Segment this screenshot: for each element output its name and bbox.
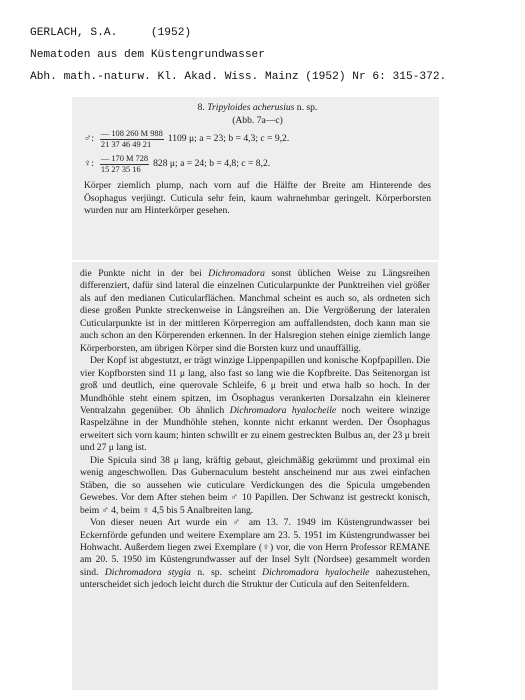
paragraph-occurrence: Von dieser neuen Art wurde ein ♂ am 13. 7. 1949 im Küstengrundwasser bei Eckernförde gefunden und weitere Exemplare am 23. 5. 1951 im Küstengrundwasser bei Hohwacht. Außerdem liegen zwei Exemplare (♀) vor, die von Herrn Professor REMANE am 20. 5. 1950 im Küstengrundwasser auf der Insel Sylt (Nordsee) gesammelt worden sind. Dichromadora stygia n. sp. scheint Dichromadora hyalocheile nahezustehen, unterscheidet sich jedoch leicht durch die Struktur der Cuticula auf den Seitenfeldern.	[80, 517, 430, 591]
formula-female	[84, 152, 431, 177]
sex-symbol-male: ♂:	[84, 133, 94, 145]
formula-male	[84, 127, 431, 152]
fraction-numerator: — 108 260 M 988	[100, 129, 164, 141]
citation-author: GERLACH, S.A.	[30, 27, 118, 39]
figure-reference: (Abb. 7a—c)	[232, 114, 283, 126]
de-man-fraction-male	[100, 129, 164, 151]
species-name: Tripyloides acherusius	[207, 102, 295, 113]
formula-measurements: 828 μ; a = 24; b = 4,8; c = 8,2.	[153, 158, 271, 170]
fraction-denominator: 21 37 46 49 21	[100, 140, 152, 150]
paragraph-cuticula: die Punkte nicht in der bei Dichromadora sonst üblichen Weise zu Längsreihen differenziert, dafür sind lateral die einzelnen Cuticularpunkte der Punktreihen viel größer als auf den medianen Cuticularflächen. Manchmal scheint es auch so, als ordneten sich diese großen Punkte streckenweise in Längsreihen an. Die Vergrößerung der lateralen Cuticularpunkte ist in der mittleren Körperregion am auffallendsten, doch kann man sie auch schon an den Körperenden erkennen. In der Halsregion stehen einige ziemlich lange Körperborsten, am übrigen Körper sind die Borsten kurz und unauffällig.	[80, 268, 430, 354]
citation-author-line	[30, 22, 510, 44]
description-paragraph: Körper ziemlich plump, nach vorn auf die Hälfte der Breite am Hinterende des Ösophagus verjüngt. Cuticula sehr fein, kaum wahrnehmbar geringelt. Körperborsten wurden nur am Hinterkörper gesehen.	[84, 180, 431, 217]
fraction-numerator: — 170 M 728	[100, 154, 149, 166]
clipping-description-continued	[72, 262, 438, 690]
species-name: Dichromadora hyalocheile	[229, 404, 337, 416]
species-name: Dichromadora stygia	[104, 566, 191, 578]
citation-header	[30, 22, 510, 88]
citation-title: Nematoden aus dem Küstengrundwasser	[30, 49, 265, 61]
formula-measurements: 1109 μ; a = 23; b = 4,3; c = 9,2.	[167, 133, 290, 145]
species-name: Dichromadora hyalocheile	[262, 566, 370, 578]
fraction-denominator: 15 27 35 16	[100, 165, 141, 175]
sex-symbol-female: ♀:	[84, 158, 94, 170]
citation-year: (1952)	[150, 27, 192, 39]
paragraph-head: Der Kopf ist abgestutzt, er trägt winzige Lippenpapillen und konische Kopfpapillen. Die vier Kopfborsten sind 11 μ lang, also fast so lang wie die Kopfbreite. Das Seitenorgan ist groß und deutlich, eine querovale Schleife, 6 μ breit und etwa halb so hoch. In der Mundhöhle steht einem spitzen, im Ösophagus verankerten Dorsalzahn ein kleinerer Ventralzahn gegenüber. Ob ähnlich Dichromadora hyalocheile noch weitere winzige Raspelzähne in der Mundhöhle stehen, konnte nicht erkannt werden. Der Ösophagus erweitert sich vorn kaum; hinten schwillt er zu einem gestreckten Bulbus an, der 23 μ breit und 27 μ lang ist.	[80, 355, 430, 454]
genus-name: Dichromadora	[208, 268, 265, 279]
clipping-species-description	[72, 97, 439, 260]
de-man-fraction-female	[100, 154, 149, 176]
citation-source: Abh. math.-naturw. Kl. Akad. Wiss. Mainz (1952) Nr 6: 315-372.	[30, 71, 447, 83]
species-heading: 8. Tripyloides acherusius n. sp.	[197, 102, 318, 113]
paragraph-spicula: Die Spicula sind 38 μ lang, kräftig gebaut, gleichmäßig gekrümmt und proximal ein wenig angeschwollen. Das Gubernaculum besteht anscheinend nur aus zwei einfachen Stäben, die so aussehen wie cuticulare Verdickungen des die Spicula umgebenden Gewebes. Vor dem After stehen beim ♂ 10 Papillen. Der Schwanz ist gestreckt konisch, beim ♂ 4, beim ♀ 4,5 bis 5 Analbreiten lang.	[80, 454, 430, 516]
